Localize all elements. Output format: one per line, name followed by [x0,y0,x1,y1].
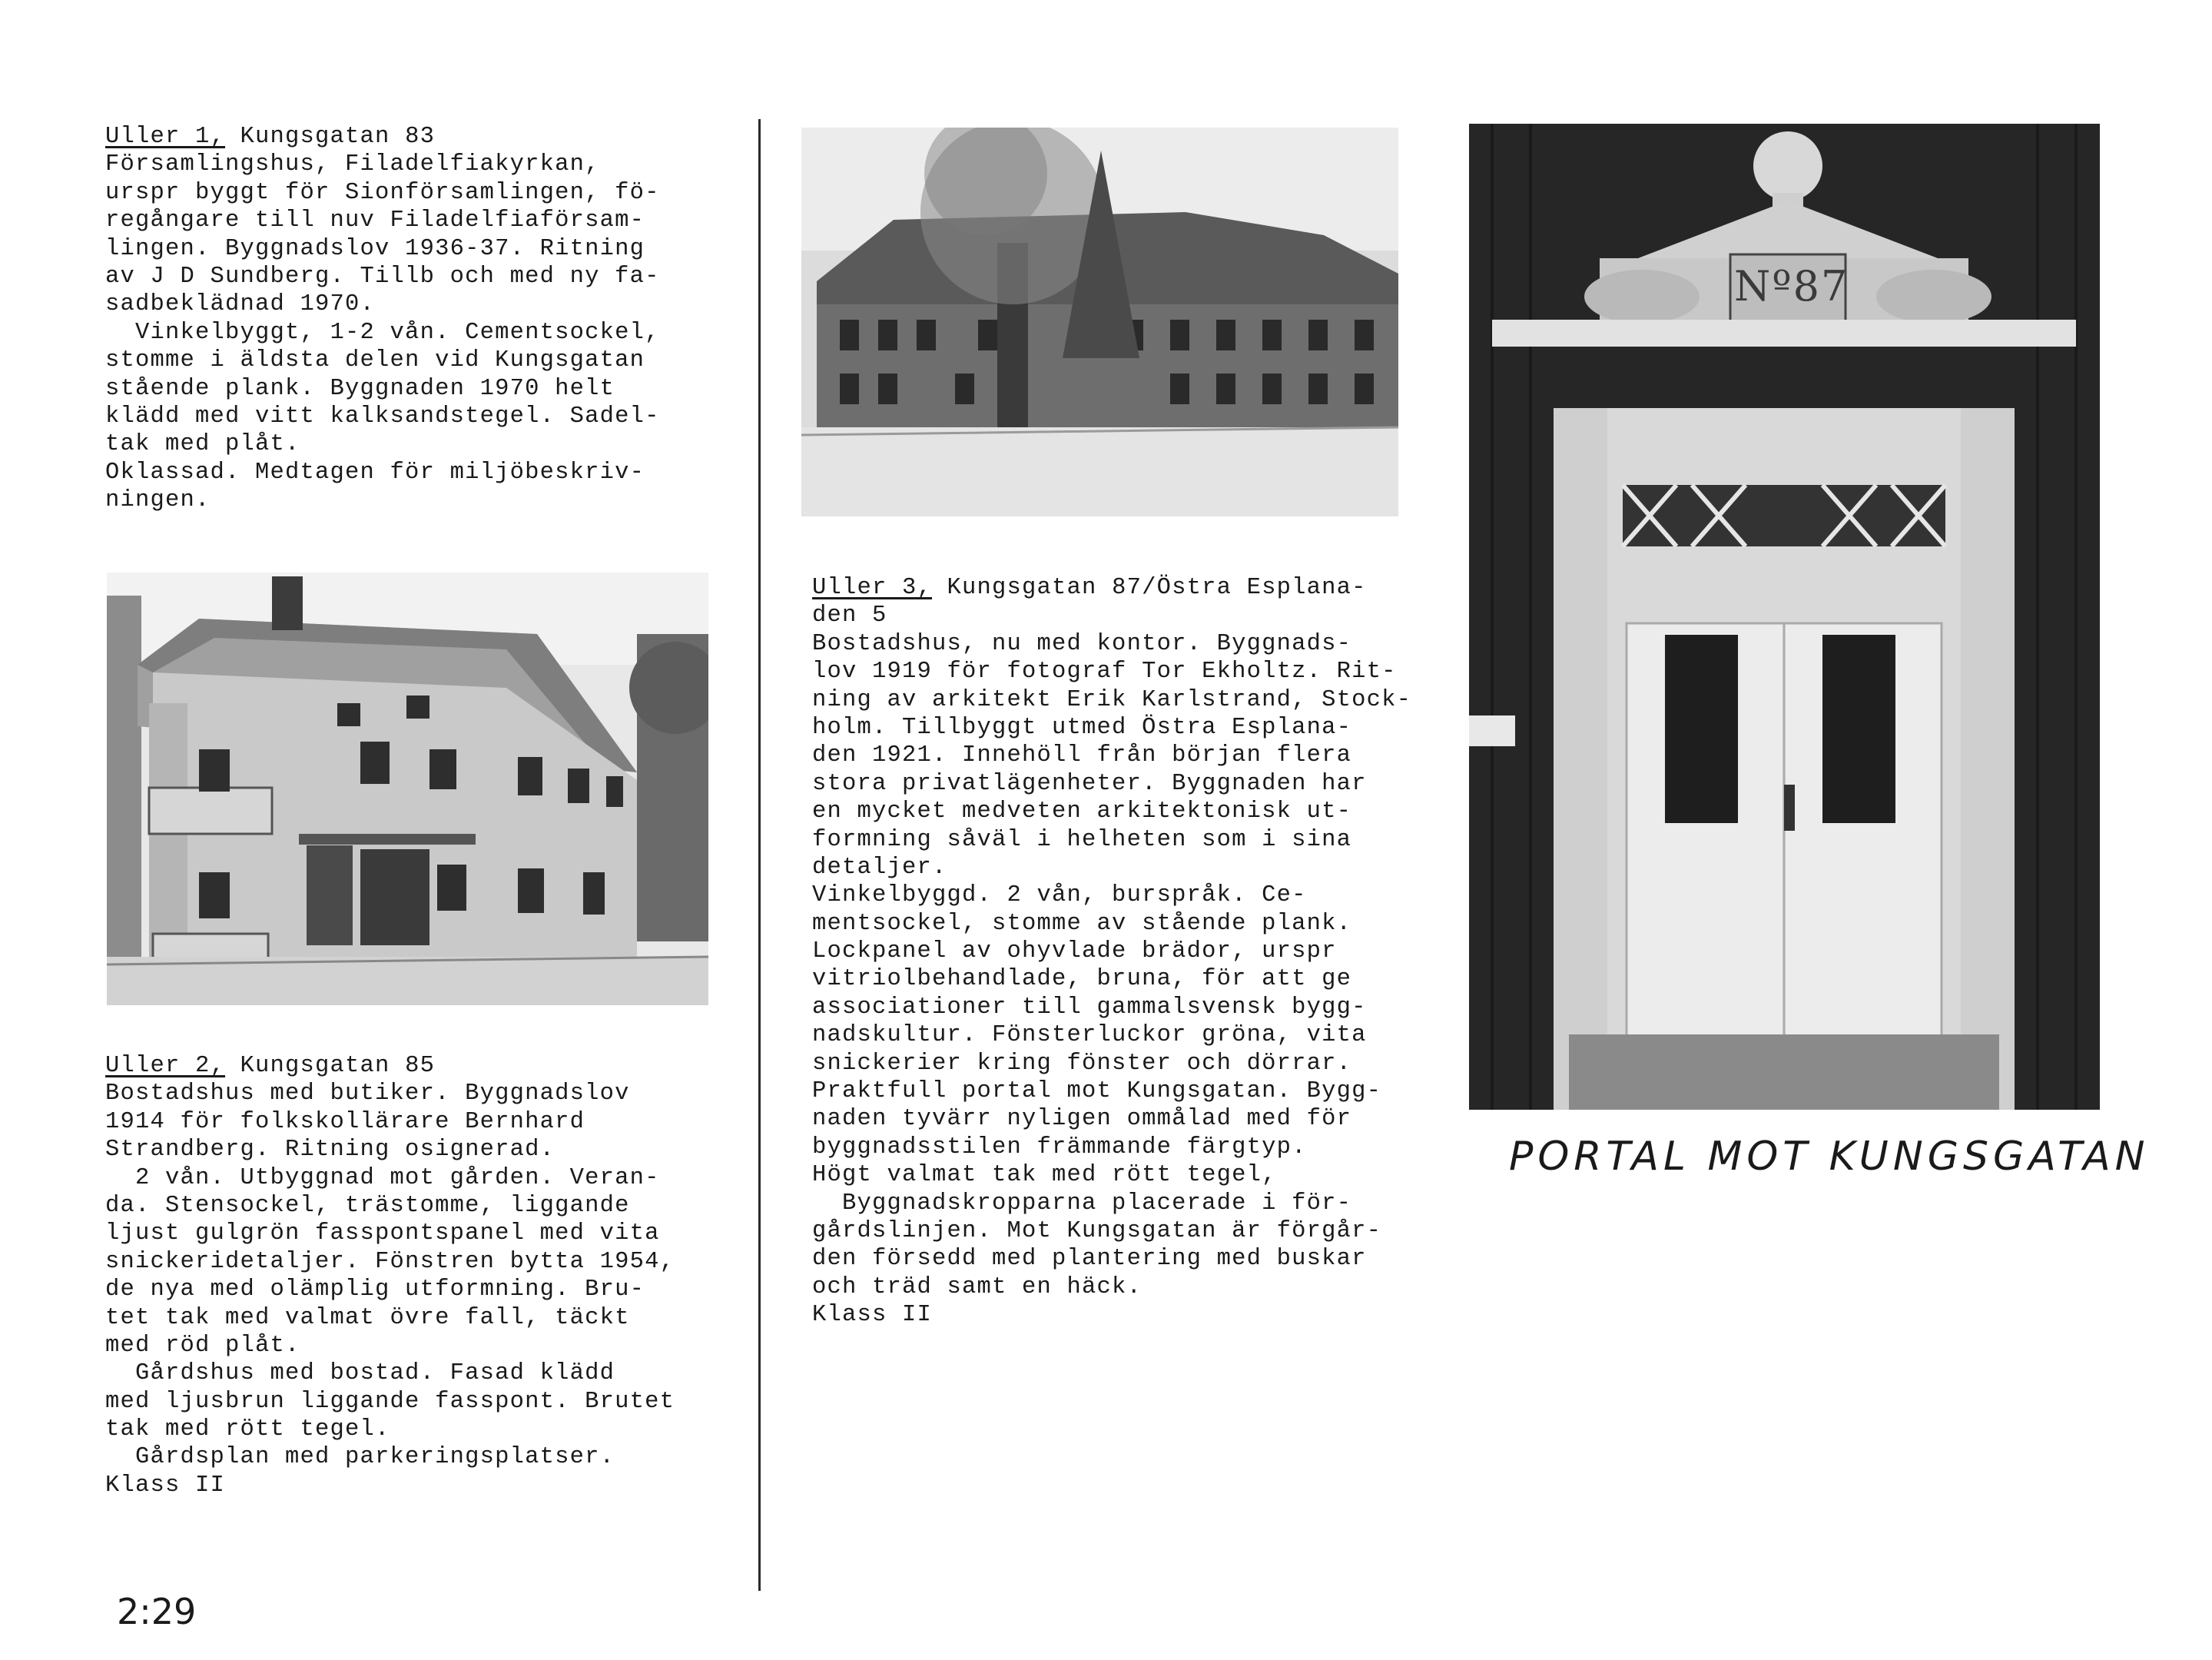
entry-line: Oklassad. Medtagen för miljöbeskriv- [105,459,645,486]
entry-heading-underlined: Uller 1, [105,124,226,150]
entry-line: stomme i äldsta delen vid Kungsgatan [105,347,645,374]
entry-line: detaljer. [812,854,947,881]
entry-line: tak med rött tegel. [105,1416,390,1443]
entry-line: Praktfull portal mot Kungsgatan. Bygg- [812,1078,1382,1105]
entry-line: den försedd med plantering med buskar [812,1246,1367,1273]
entry-line: Vinkelbyggt, 1-2 vån. Cementsockel, [105,319,660,346]
entry-line: sadbeklädnad 1970. [105,291,376,318]
entry-line: snickeridetaljer. Fönstren bytta 1954, [105,1248,675,1275]
entry-line: naden tyvärr nyligen ommålad med för [812,1106,1352,1133]
entry-line: Gårdsplan med parkeringsplatser. [105,1444,615,1471]
entry-uller-1 [105,123,660,514]
entry-line: Bostadshus, nu med kontor. Byggnads- [812,630,1352,657]
entry-heading [105,1052,675,1080]
entry-line: Bostadshus med butiker. Byggnadslov [105,1081,630,1107]
entry-line: Klass II [812,1302,933,1329]
entry-line: Vinkelbyggd. 2 vån, burspråk. Ce- [812,882,1307,909]
entry-line: den 5 [812,603,887,629]
entry-line: lov 1919 för fotograf Tor Ekholtz. Rit- [812,659,1397,686]
entry-line: tet tak med valmat övre fall, täckt [105,1304,630,1331]
portal-caption: PORTAL MOT KUNGSGATAN [1509,1134,2150,1180]
entry-line: de nya med olämplig utformning. Bru- [105,1277,645,1303]
entry-line: Byggnadskropparna placerade i för- [812,1190,1352,1217]
entry-line: Lockpanel av ohyvlade brädor, urspr [812,938,1337,965]
entry-line: holm. Tillbyggt utmed Östra Esplana- [812,714,1352,741]
entry-line: da. Stensockel, trästomme, liggande [105,1192,630,1219]
page-number: 2:29 [117,1591,197,1632]
entry-line: lingen. Byggnadslov 1936-37. Ritning [105,235,645,262]
entry-line: mentsockel, stomme av stående plank. [812,910,1352,937]
entry-heading [812,574,1411,602]
entry-line: gårdslinjen. Mot Kungsgatan är förgår- [812,1217,1382,1244]
entry-line: regångare till nuv Filadelfiaförsam- [105,208,645,234]
entry-heading-address: Kungsgatan 83 [225,124,436,150]
column-divider [758,119,761,1591]
entry-line: urspr byggt för Sionförsamlingen, fö- [105,179,660,206]
entry-uller-3 [812,574,1411,1330]
entry-line: och träd samt en häck. [812,1273,1142,1300]
entry-line: stående plank. Byggnaden 1970 helt [105,375,615,402]
entry-uller-2 [105,1052,675,1499]
entry-line: ning av arkitekt Erik Karlstrand, Stock- [812,686,1412,713]
entry-line: associationer till gammalsvensk bygg- [812,994,1367,1021]
photo-uller-2-house [107,573,708,1005]
entry-line: vitriolbehandlade, bruna, för att ge [812,966,1352,993]
entry-line: Gårdshus med bostad. Fasad klädd [105,1360,615,1387]
entry-line: en mycket medveten arkitektonisk ut- [812,798,1352,825]
entry-line: Strandberg. Ritning osignerad. [105,1137,555,1164]
entry-line: Klass II [105,1472,226,1499]
entry-line: ljust gulgrön fasspontspanel med vita [105,1220,660,1247]
entry-line: Församlingshus, Filadelfiakyrkan, [105,151,600,178]
entry-line: ningen. [105,487,211,514]
entry-line: snickerier kring fönster och dörrar. [812,1050,1352,1077]
entry-line: 2 vån. Utbyggnad mot gården. Veran- [105,1164,660,1191]
entry-line: med röd plåt. [105,1332,300,1359]
entry-line: Högt valmat tak med rött tegel, [812,1162,1277,1189]
entry-line: den 1921. Innehöll från början flera [812,742,1352,769]
entry-line: 1914 för folkskollärare Bernhard [105,1108,585,1135]
entry-heading-address: Kungsgatan 87/Östra Esplana- [932,575,1367,601]
entry-line: formning såväl i helheten som i sina [812,826,1352,853]
entry-line: av J D Sundberg. Tillb och med ny fa- [105,263,660,290]
entry-heading-address: Kungsgatan 85 [225,1053,436,1079]
entry-heading-underlined: Uller 3, [812,575,933,601]
entry-line: stora privatlägenheter. Byggnaden har [812,770,1367,797]
entry-heading [105,123,660,151]
entry-line: byggnadsstilen främmande färgtyp. [812,1134,1307,1160]
photo-portal [1469,124,2100,1110]
entry-line: klädd med vitt kalksandstegel. Sadel- [105,403,660,430]
entry-line: nadskultur. Fönsterluckor gröna, vita [812,1022,1367,1049]
photo-uller-3-building [801,128,1398,516]
entry-line: tak med plåt. [105,431,300,458]
entry-line: med ljusbrun liggande fasspont. Brutet [105,1388,675,1415]
entry-heading-underlined: Uller 2, [105,1053,226,1079]
portal-number-plate: Nº87 [1734,262,1849,310]
